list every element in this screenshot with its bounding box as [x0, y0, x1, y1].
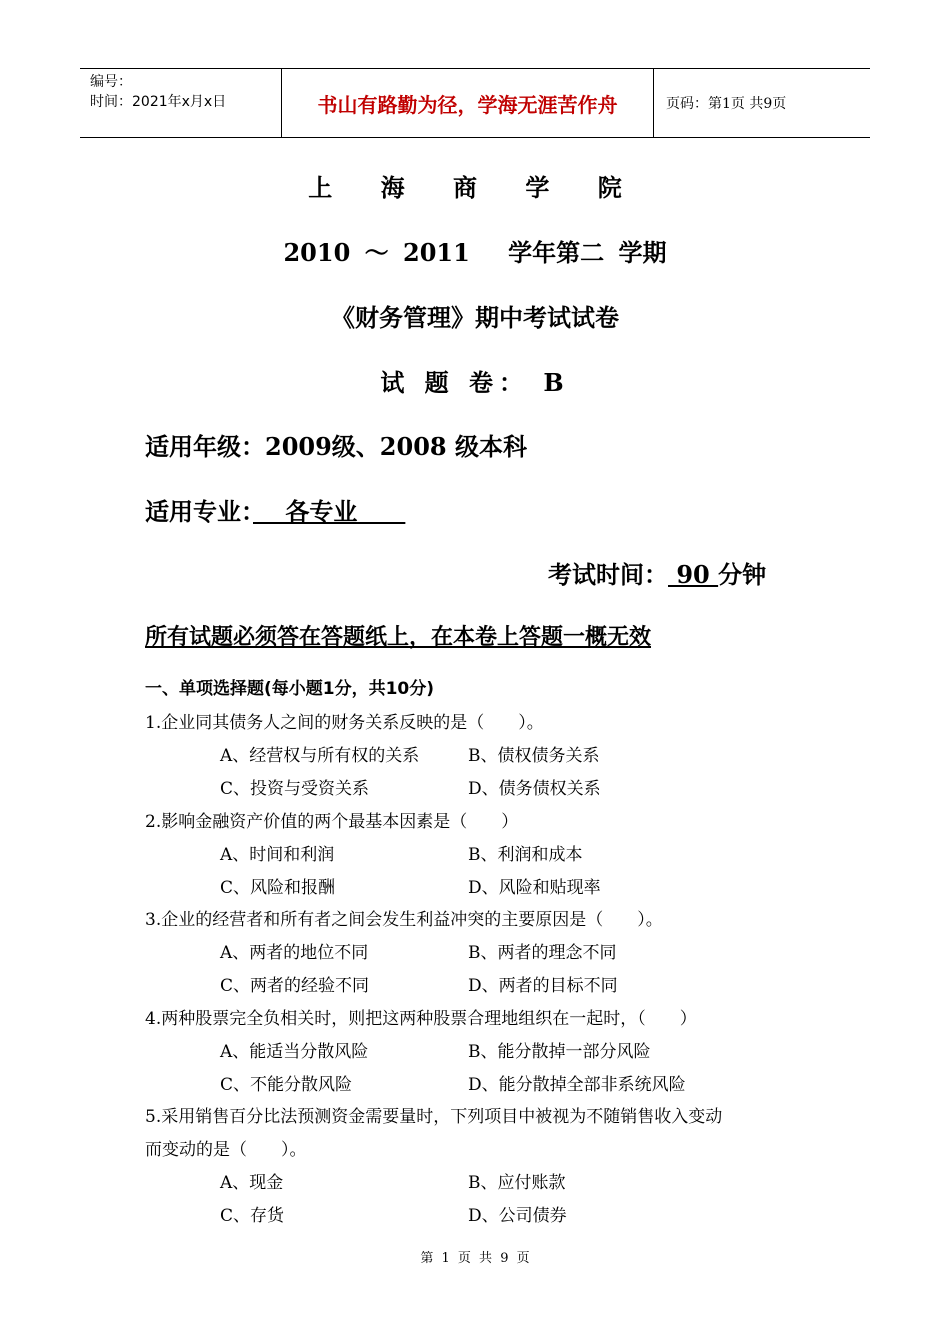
q4-option-c: C、不能分散风险	[220, 1075, 353, 1095]
section-heading: 一、单项选择题(每小题1分，共10分)	[145, 679, 435, 699]
q3-option-a: A、两者的地位不同	[220, 943, 369, 963]
time-label: 时间：2021年x月x日	[90, 94, 227, 110]
q5-option-b: B、应付账款	[468, 1173, 566, 1193]
q1-option-b: B、债权债务关系	[468, 746, 600, 766]
paper-title: 试 题 卷： B	[380, 368, 570, 397]
q5-option-a: A、现金	[220, 1173, 284, 1193]
question-3: 3.企业的经营者和所有者之间会发生利益冲突的主要原因是（ ）。	[145, 910, 663, 930]
exam-title: 《财务管理》期中考试试卷	[331, 303, 619, 332]
page-footer: 第 1 页 共 9 页	[420, 1251, 530, 1266]
number-label: 编号：	[90, 74, 132, 90]
exam-time-line	[548, 555, 766, 590]
question-5: 5.采用销售百分比法预测资金需要量时，下列项目中被视为不随销售收入变动	[145, 1107, 723, 1127]
header-left-cell	[80, 69, 281, 137]
exam-time-unit: 分钟	[718, 560, 767, 589]
page-info: 页码：第1页 共9页	[666, 96, 787, 112]
term-title: 2010 ～ 2011 学年第二 学期	[283, 238, 667, 267]
q3-option-d: D、两者的目标不同	[468, 976, 618, 996]
question-5-continued: 而变动的是（ ）。	[145, 1140, 307, 1160]
q2-option-b: B、利润和成本	[468, 845, 583, 865]
q2-option-c: C、风险和报酬	[220, 878, 336, 898]
q5-option-c: C、存货	[220, 1206, 285, 1226]
q4-option-a: A、能适当分散风险	[220, 1042, 369, 1062]
q1-option-a: A、经营权与所有权的关系	[220, 746, 420, 766]
major-value: 各专业	[253, 497, 406, 526]
q2-option-d: D、风险和贴现率	[468, 878, 601, 898]
exam-time-value: 90	[668, 560, 719, 589]
answer-notice: 所有试题必须答在答题纸上，在本卷上答题一概无效	[145, 624, 652, 650]
q4-option-d: D、能分散掉全部非系统风险	[468, 1075, 686, 1095]
q2-option-a: A、时间和利润	[220, 845, 335, 865]
question-4: 4.两种股票完全负相关时，则把这两种股票合理地组织在一起时，（ ）	[145, 1009, 697, 1029]
question-1: 1.企业同其债务人之间的财务关系反映的是（ ）。	[145, 713, 544, 733]
header-table	[80, 68, 870, 138]
q3-option-c: C、两者的经验不同	[220, 976, 370, 996]
motto: 书山有路勤为径，学海无涯苦作舟	[281, 69, 654, 137]
q3-option-b: B、两者的理念不同	[468, 943, 617, 963]
q1-option-d: D、债务债权关系	[468, 779, 601, 799]
major-label: 适用专业：	[145, 497, 253, 526]
q4-option-b: B、能分散掉一部分风险	[468, 1042, 651, 1062]
q5-option-d: D、公司债券	[468, 1206, 567, 1226]
exam-time-label: 考试时间：	[548, 560, 668, 589]
major-line	[145, 492, 405, 527]
question-2: 2.影响金融资产价值的两个最基本因素是（ ）	[145, 812, 519, 832]
school-title: 上 海 商 学 院	[308, 173, 642, 202]
q1-option-c: C、投资与受资关系	[220, 779, 370, 799]
grade-line: 适用年级：2009级、2008 级本科	[145, 432, 527, 461]
